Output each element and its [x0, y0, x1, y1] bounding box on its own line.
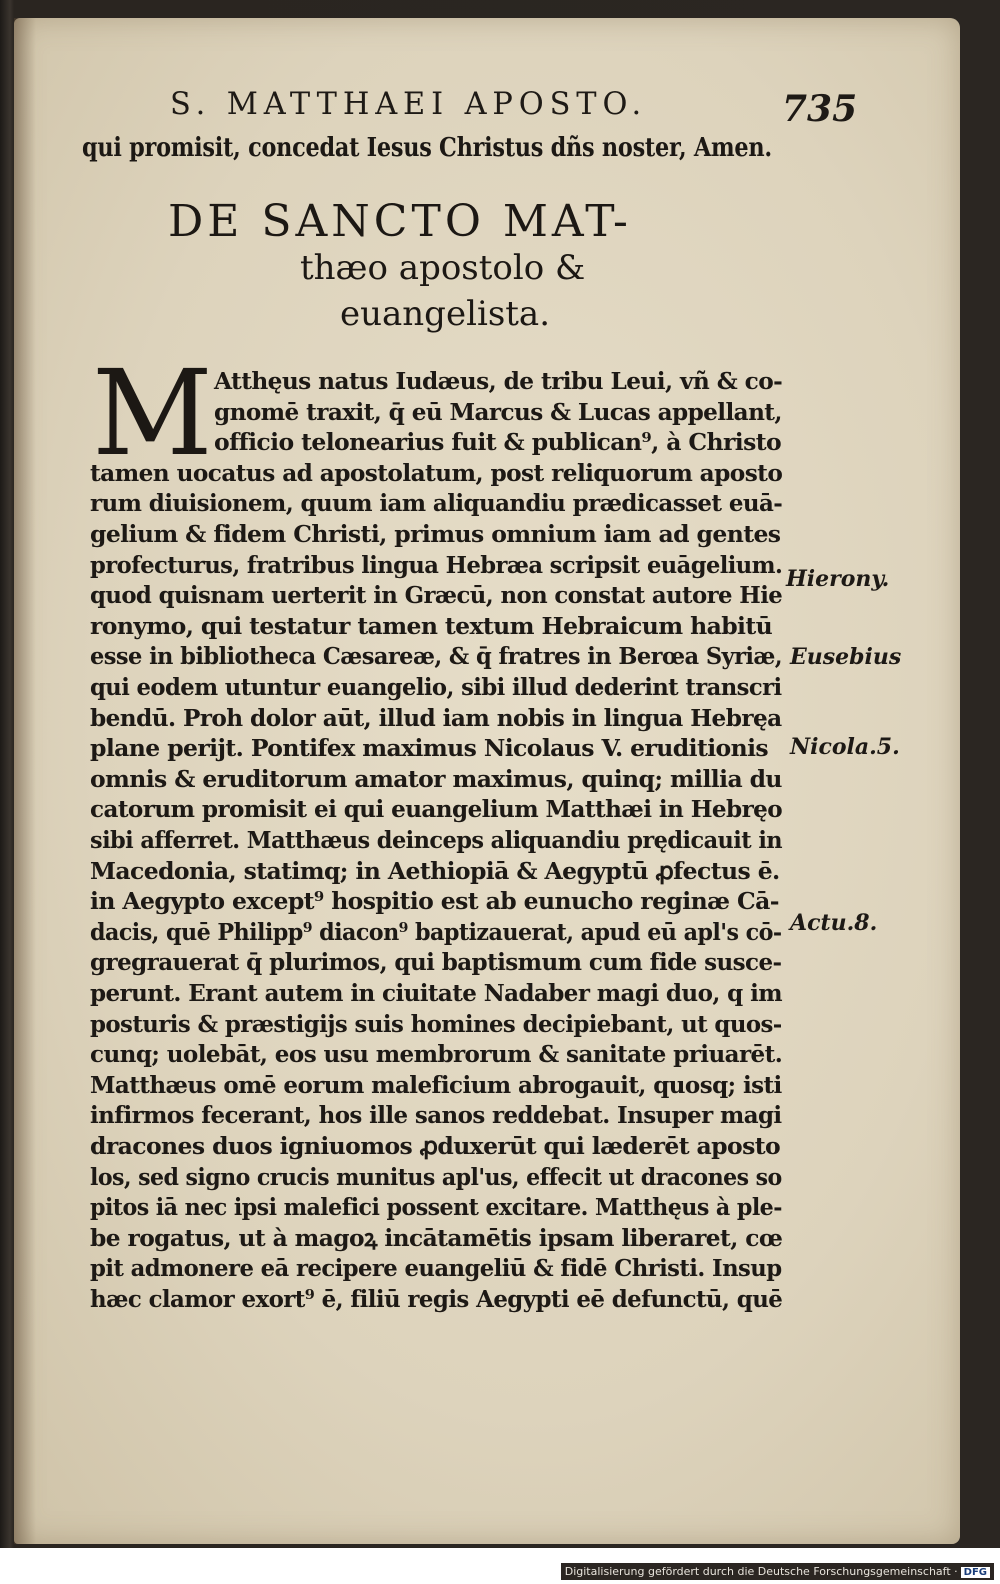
body-line: hæc clamor exort⁹ ē, filiū regis Aegypti eē defunctū, quē — [90, 1285, 783, 1313]
body-line: bendū. Proh dolor aūt, illud iam nobis in lingua Hebręa — [90, 703, 782, 732]
body-line: gelium & fidem Christi, primus omnium iam ad gentes — [90, 520, 781, 548]
body-line: Matthæus omē eorum maleficium abrogauit, quosq; isti — [90, 1070, 782, 1099]
body-line: quod quisnam uerterit in Græcū, non constat autore Hie — [90, 581, 783, 610]
body-line: in Aegypto except⁹ hospitio est ab eunucho reginæ Cā- — [90, 887, 779, 916]
page-gutter — [14, 18, 36, 1544]
body-line: qui eodem utuntur euangelio, sibi illud dederint transcri — [90, 673, 782, 701]
body-line: be rogatus, ut à magoꝝ incātamētis ipsam liberaret, cœ — [90, 1223, 783, 1252]
body-line: infirmos fecerant, hos ille sanos reddebat. Insuper magi — [90, 1101, 782, 1130]
credit-text: Digitalisierung gefördert durch die Deutsche Forschungsgemeinschaft · — [564, 1565, 958, 1578]
drop-cap: M — [92, 344, 213, 482]
body-line: sibi afferret. Matthæus deinceps aliquandiu prędicauit in — [90, 826, 783, 854]
body-line: pitos iā nec ipsi malefici possent excitare. Matthęus à ple- — [90, 1193, 782, 1222]
digitization-credit — [561, 1563, 994, 1580]
body-line: posturis & præstigijs suis homines decipiebant, ut quos- — [90, 1009, 782, 1038]
body-line: cunq; uolebāt, eos usu membrorum & sanitate priuarēt. — [90, 1040, 783, 1069]
running-head: S. MATTHAEI APOSTO. — [170, 86, 648, 122]
margin-note-eusebius: Eusebius — [790, 644, 902, 670]
first-text-line: qui promisit, concedat Iesus Christus dñs noster, Amen. — [82, 133, 772, 163]
body-line: profecturus, fratribus lingua Hebræa scripsit euāgelium. — [90, 550, 783, 579]
body-line: perunt. Erant autem in ciuitate Nadaber magi duo, q im — [90, 979, 782, 1007]
body-line: ronymo, qui testatur tamen textum Hebraicum habitū — [90, 611, 773, 640]
chapter-title-line-3: euangelista. — [340, 294, 551, 334]
body-line: dacis, quē Philipp⁹ diacon⁹ baptizauerat, apud eū apl's cō- — [90, 917, 782, 946]
body-line: Atthęus natus Iudæus, de tribu Leui, vñ & co- — [214, 367, 783, 395]
body-line: dracones duos igniuomos ꝓduxerūt qui læderēt aposto — [90, 1132, 781, 1160]
body-line: gnomē traxit, q̄ eū Marcus & Lucas appellant, — [214, 397, 782, 426]
margin-note-hieronymus: Hierony. — [786, 566, 890, 592]
dfg-logo: DFG — [961, 1567, 990, 1578]
body-line: officio telonearius fuit & publican⁹, à Christo — [214, 428, 782, 457]
body-line: omnis & eruditorum amator maximus, quinq; millia du — [90, 764, 782, 793]
body-line: los, sed signo crucis munitus apl'us, effecit ut dracones so — [90, 1162, 782, 1191]
chapter-title-line-2: thæo apostolo & — [300, 248, 586, 288]
chapter-title-line-1: DE SANCTO MAT- — [168, 196, 632, 247]
body-line: tamen uocatus ad apostolatum, post reliquorum aposto — [90, 458, 783, 487]
body-line: Macedonia, statimq; in Aethiopiā & Aegyptū ꝓfectus ē. — [90, 856, 780, 885]
body-line: rum diuisionem, quum iam aliquandiu prædicasset euā- — [90, 489, 783, 518]
page-number: 735 — [782, 88, 858, 130]
body-line: esse in bibliotheca Cæsareæ, & q̄ fratres in Berœa Syriæ, — [90, 642, 783, 671]
margin-note-nicolaus: Nicola.5. — [790, 734, 900, 760]
body-line: catorum promisit ei qui euangelium Matthæi in Hebręo — [90, 795, 783, 824]
body-line: pit admonere eā recipere euangeliū & fidē Christi. Insup — [90, 1254, 782, 1283]
body-line: plane perijt. Pontifex maximus Nicolaus V. eruditionis — [90, 734, 769, 763]
margin-note-acts: Actu.8. — [790, 910, 878, 936]
body-line: gregrauerat q̄ plurimos, qui baptismum cum fide susce- — [90, 948, 782, 977]
